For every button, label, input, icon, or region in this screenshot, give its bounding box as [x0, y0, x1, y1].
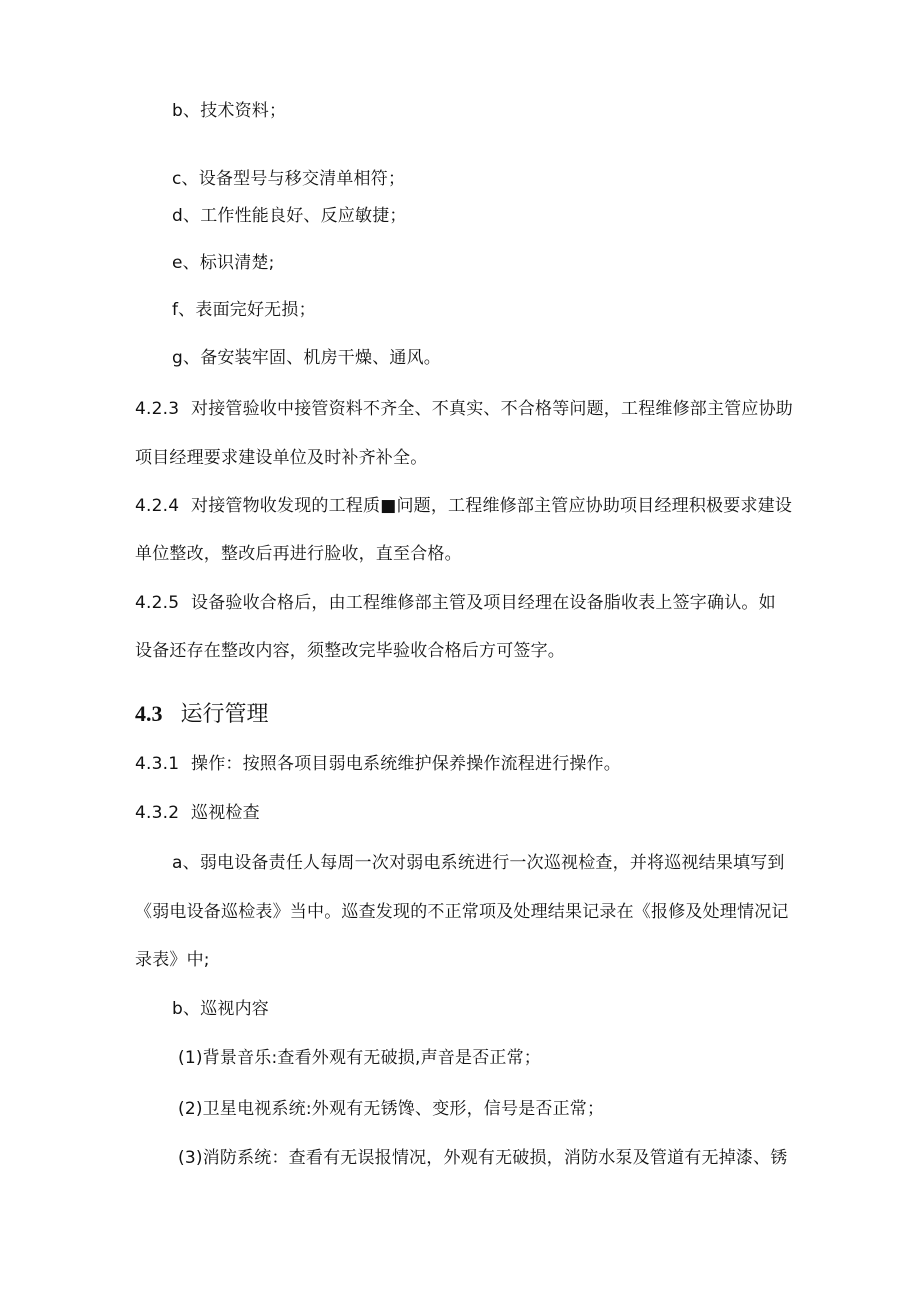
- section-text: 对接管物收发现的工程质■问题，工程维修部主管应协助项目经理积极要求建设: [191, 496, 793, 516]
- section-4-2-3-line-2: 项目经理要求建设单位及时补齐补全。: [135, 448, 428, 468]
- inspection-item-1: (1)背景音乐:查看外观有无破损,声音是否正常；: [178, 1048, 542, 1068]
- paragraph-a-line-2: 《弱电设备巡检表》当中。巡查发现的不正常项及处理结果记录在《报修及处理情况记: [135, 902, 789, 922]
- section-number: 4.2.3: [135, 399, 180, 419]
- section-text: 操作：按照各项目弱电系统维护保养操作流程进行操作。: [191, 754, 621, 774]
- paragraph-a-line-3: 录表》中;: [135, 950, 210, 970]
- paragraph-a-line-1: a、弱电设备责任人每周一次对弱电系统进行一次巡视检查，并将巡视结果填写到: [172, 853, 785, 873]
- section-4-3-1: [135, 752, 621, 776]
- section-text: 对接管验收中接管资料不齐全、不真实、不合格等问题，工程维修部主管应协助: [191, 399, 793, 419]
- list-item-f: f、表面完好无损；: [172, 300, 316, 320]
- section-number: 4.3.2: [135, 803, 180, 823]
- list-item-d: d、工作性能良好、反应敏捷；: [172, 206, 407, 226]
- heading-number: 4.3: [135, 701, 163, 726]
- heading-title: 运行管理: [180, 702, 269, 727]
- list-item-b: b、技术资料；: [172, 101, 287, 121]
- inspection-item-2: (2)卫星电视系统:外观有无锈馋、变形，信号是否正常；: [178, 1099, 605, 1119]
- section-4-2-5-line-1: [135, 591, 776, 615]
- list-item-e: e、标识清楚;: [172, 253, 275, 273]
- section-text: 巡视检查: [191, 803, 260, 823]
- inspection-item-3: (3)消防系统：查看有无误报情况，外观有无破损，消防水泵及管道有无掉漆、锈: [178, 1148, 788, 1168]
- section-4-2-3-line-1: [135, 397, 793, 421]
- section-4-2-5-line-2: 设备还存在整改内容，须整改完毕验收合格后方可签字。: [135, 641, 565, 661]
- section-number: 4.2.5: [135, 593, 180, 613]
- list-item-g: g、备安装牢固、机房干燥、通风。: [172, 348, 441, 368]
- section-4-2-4-line-1: [135, 494, 792, 518]
- section-number: 4.3.1: [135, 754, 180, 774]
- section-text: 设备验收合格后，由工程维修部主管及项目经理在设备脂收表上签字确认。如: [191, 593, 776, 613]
- section-heading-4-3: [135, 699, 269, 730]
- section-4-2-4-line-2: 单位整改，整改后再进行脸收，直至合格。: [135, 544, 462, 564]
- paragraph-b: b、巡视内容: [172, 999, 269, 1019]
- section-number: 4.2.4: [135, 496, 180, 516]
- list-item-c: c、设备型号与移交清单相符；: [172, 169, 406, 189]
- section-4-3-2: [135, 801, 260, 825]
